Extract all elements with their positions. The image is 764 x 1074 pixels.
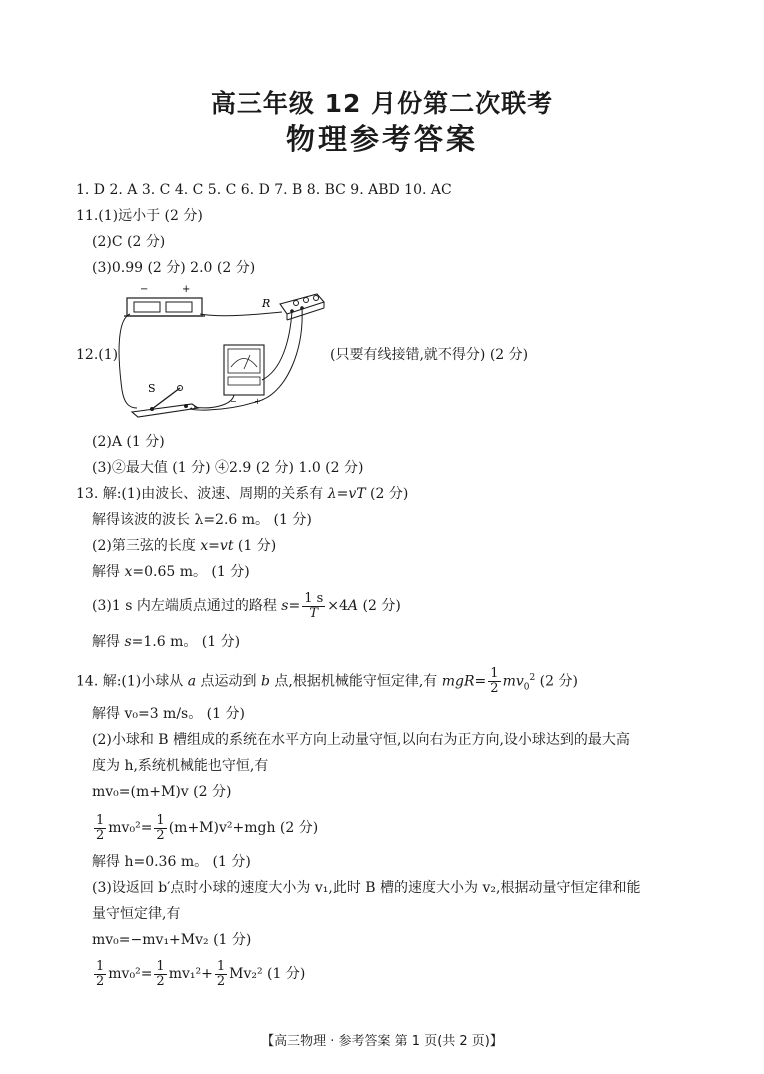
q11-line2: (2)C (2 分) — [92, 234, 166, 250]
q14-line5: mv₀=(m+M)v (2 分) — [92, 784, 232, 800]
fraction: $\frac{1}{2}$ — [156, 812, 165, 843]
voltmeter — [224, 345, 264, 395]
fraction: $\frac{1}{2}$ — [490, 666, 499, 697]
battery-plus: + — [182, 284, 191, 295]
fraction: $\frac{1 s}{T}$ — [304, 590, 324, 621]
battery-box — [127, 298, 202, 316]
q12-line3: (3)②最大值 (1 分) ④2.9 (2 分) 1.0 (2 分) — [92, 460, 364, 476]
meter-plus: + — [254, 397, 261, 406]
doc-title: 高三年级 12 月份第二次联考 — [210, 89, 554, 118]
q14-line1: 14. 解:(1)小球从 a 点运动到 b 点,根据机械能守恒定律,有 mgR= $\frac{1}{2}$ $mv_0^2$ (2 分) — [76, 666, 578, 697]
q14-line8: (3)设返回 b′点时小球的速度大小为 v₁,此时 B 槽的速度大小为 v₂,根据动量守恒定律和能 — [92, 880, 641, 896]
resistor-label: R — [262, 297, 271, 310]
q14-line7: 解得 h=0.36 m。 (1 分) — [92, 854, 251, 870]
battery-minus: − — [140, 284, 149, 295]
mc-answers: 1. D 2. A 3. C 4. C 5. C 6. D 7. B 8. BC 9. ABD 10. AC — [76, 182, 452, 198]
q14-line10: mv₀=−mv₁+Mv₂ (1 分) — [92, 932, 252, 948]
q14-line9: 量守恒定律,有 — [92, 906, 181, 922]
circuit-diagram — [112, 280, 327, 425]
q13-line2: 解得该波的波长 λ=2.6 m。 (1 分) — [92, 512, 312, 528]
q11-line3: (3)0.99 (2 分) 2.0 (2 分) — [92, 260, 256, 276]
q13-line4: 解得 x=0.65 m。 (1 分) — [92, 564, 250, 580]
q14-line11: $\frac{1}{2}$ mv₀²= $\frac{1}{2}$ mv₁²+ $\frac{1}{2}$ Mv₂² (1 分) — [96, 958, 306, 989]
wire-meter-switch — [194, 395, 234, 408]
q12-label: 12.(1) — [76, 347, 119, 363]
meter-minus: − — [230, 397, 237, 406]
page-footer: 【高三物理 · 参考答案 第 1 页(共 2 页)】 — [261, 1034, 503, 1049]
q13-line6: 解得 s=1.6 m。 (1 分) — [92, 634, 241, 650]
q12-note: (只要有线接错,就不得分) (2 分) — [330, 347, 529, 363]
q14-line6: $\frac{1}{2}$ mv₀²= $\frac{1}{2}$ (m+M)v²+mgh (2 分) — [96, 812, 319, 843]
q13-line3: (2)第三弦的长度 x=vt (1 分) — [92, 538, 277, 554]
q14-line2: 解得 v₀=3 m/s。 (1 分) — [92, 706, 245, 722]
battery-cell-2 — [166, 302, 192, 312]
wire-top — [200, 312, 282, 316]
switch-label: S — [148, 382, 156, 395]
doc-subtitle: 物理参考答案 — [285, 122, 478, 156]
wire-rbox-meter-1 — [262, 311, 292, 380]
q13-line5: (3)1 s 内左端质点通过的路程 s= $\frac{1 s}{T}$ ×4A (2 分) — [92, 590, 401, 621]
q14-line3: (2)小球和 B 槽组成的系统在水平方向上动量守恒,以向右为正方向,设小球达到的最大高 — [92, 732, 630, 748]
wire-left — [119, 314, 137, 408]
fraction: $\frac{1}{2}$ — [96, 958, 105, 989]
q11-line1: 11.(1)远小于 (2 分) — [76, 208, 203, 224]
q14-line4: 度为 h,系统机械能也守恒,有 — [92, 758, 269, 774]
q12-line2: (2)A (1 分) — [92, 434, 165, 450]
q13-line1: 13. 解:(1)由波长、波速、周期的关系有 λ=vT (2 分) — [76, 486, 409, 502]
fraction: $\frac{1}{2}$ — [156, 958, 165, 989]
battery-cell-1 — [134, 302, 160, 312]
switch — [132, 404, 198, 417]
fraction: $\frac{1}{2}$ — [216, 958, 226, 989]
fraction: $\frac{1}{2}$ — [96, 812, 105, 843]
